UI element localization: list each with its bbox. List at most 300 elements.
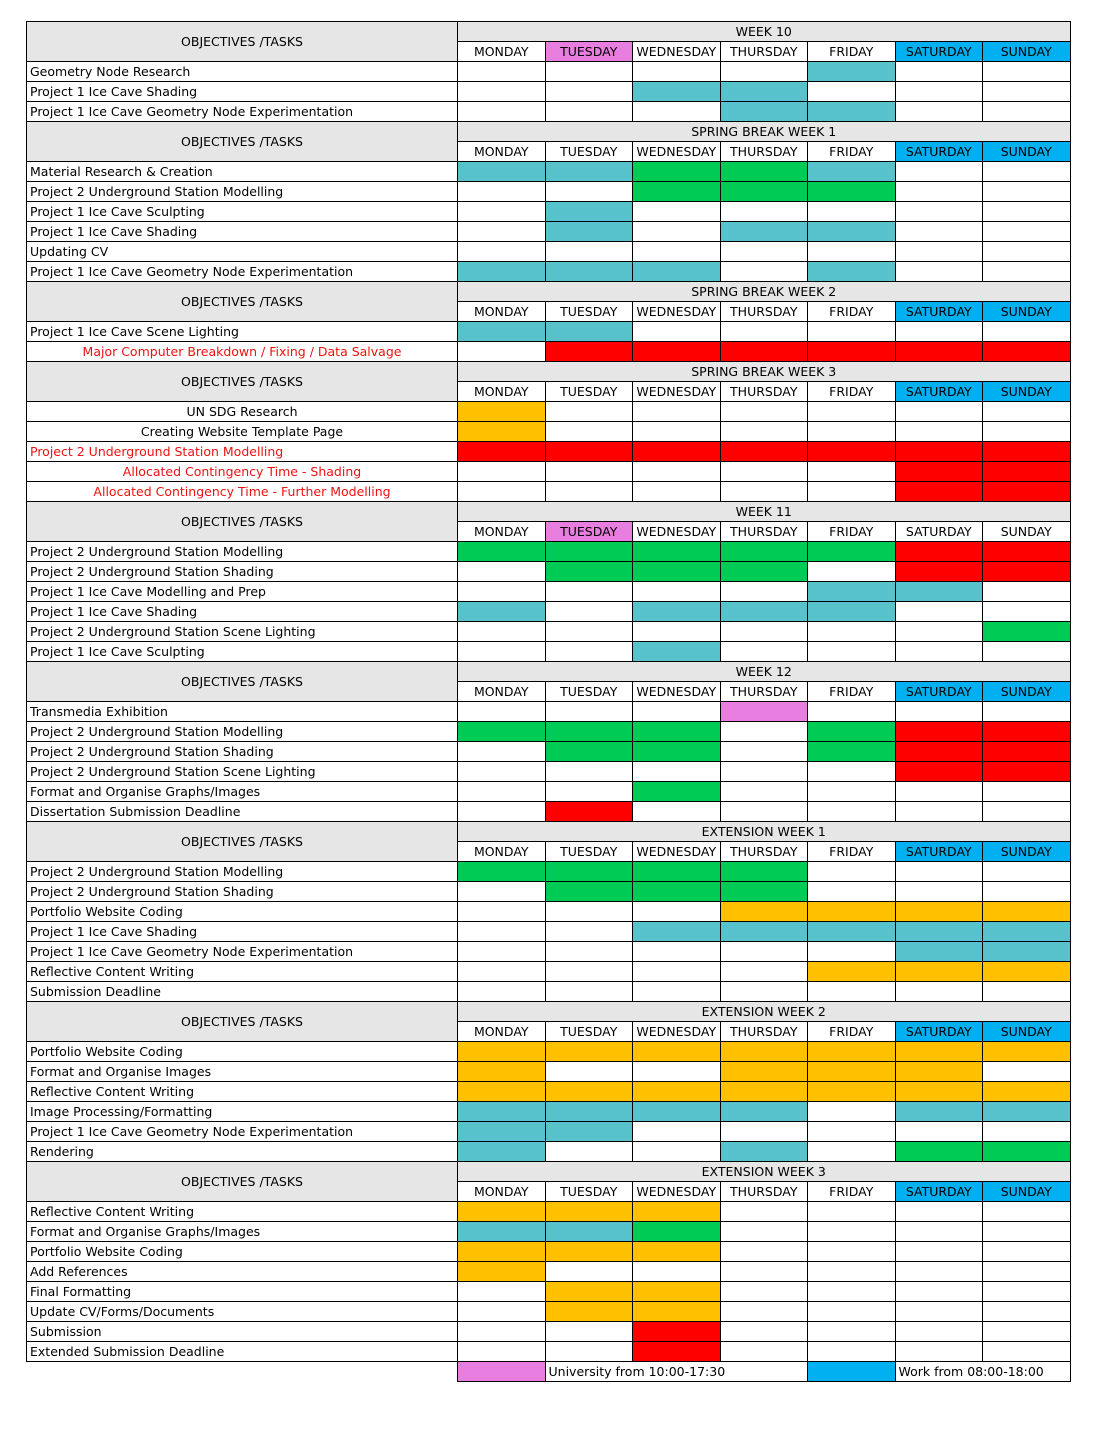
schedule-cell-wednesday xyxy=(633,1042,721,1062)
schedule-cell-wednesday xyxy=(633,82,721,102)
schedule-cell-thursday xyxy=(720,1242,808,1262)
task-label: Updating CV xyxy=(27,242,458,262)
task-row xyxy=(27,1102,1071,1122)
schedule-cell-tuesday xyxy=(545,762,633,782)
task-label: Format and Organise Images xyxy=(27,1062,458,1082)
schedule-cell-wednesday xyxy=(633,1142,721,1162)
schedule-cell-saturday xyxy=(895,1202,983,1222)
week-title: SPRING BREAK WEEK 3 xyxy=(458,362,1071,382)
schedule-cell-friday xyxy=(808,762,896,782)
day-header-tuesday: TUESDAY xyxy=(545,1182,633,1202)
day-header-thursday: THURSDAY xyxy=(720,1022,808,1042)
schedule-cell-tuesday xyxy=(545,402,633,422)
schedule-cell-wednesday xyxy=(633,862,721,882)
day-header-thursday: THURSDAY xyxy=(720,142,808,162)
schedule-cell-saturday xyxy=(895,902,983,922)
schedule-cell-saturday xyxy=(895,342,983,362)
schedule-cell-monday xyxy=(458,602,546,622)
schedule-cell-sunday xyxy=(983,462,1071,482)
task-label: Project 1 Ice Cave Shading xyxy=(27,602,458,622)
day-header-monday: MONDAY xyxy=(458,302,546,322)
day-header-sunday: SUNDAY xyxy=(983,302,1071,322)
schedule-cell-friday xyxy=(808,482,896,502)
task-label: UN SDG Research xyxy=(27,402,458,422)
task-row xyxy=(27,1342,1071,1362)
schedule-cell-thursday xyxy=(720,742,808,762)
task-label: Submission xyxy=(27,1322,458,1342)
legend-work-text: Work from 08:00-18:00 xyxy=(895,1362,1070,1382)
task-row xyxy=(27,242,1071,262)
schedule-cell-wednesday xyxy=(633,562,721,582)
schedule-cell-wednesday xyxy=(633,882,721,902)
task-label: Image Processing/Formatting xyxy=(27,1102,458,1122)
task-row xyxy=(27,1242,1071,1262)
day-header-sunday: SUNDAY xyxy=(983,1022,1071,1042)
task-row xyxy=(27,742,1071,762)
task-row xyxy=(27,202,1071,222)
schedule-cell-tuesday xyxy=(545,1142,633,1162)
schedule-cell-wednesday xyxy=(633,482,721,502)
schedule-cell-thursday xyxy=(720,1062,808,1082)
day-header-wednesday: WEDNESDAY xyxy=(633,682,721,702)
schedule-cell-wednesday xyxy=(633,602,721,622)
objectives-tasks-header: OBJECTIVES /TASKS xyxy=(27,362,458,402)
schedule-cell-sunday xyxy=(983,402,1071,422)
schedule-cell-saturday xyxy=(895,1322,983,1342)
schedule-cell-wednesday xyxy=(633,922,721,942)
schedule-cell-friday xyxy=(808,1082,896,1102)
schedule-cell-tuesday xyxy=(545,542,633,562)
schedule-cell-tuesday xyxy=(545,1342,633,1362)
schedule-cell-saturday xyxy=(895,1082,983,1102)
schedule-cell-saturday xyxy=(895,762,983,782)
schedule-cell-saturday xyxy=(895,62,983,82)
schedule-cell-saturday xyxy=(895,442,983,462)
schedule-cell-saturday xyxy=(895,242,983,262)
schedule-cell-sunday xyxy=(983,482,1071,502)
task-row xyxy=(27,962,1071,982)
schedule-cell-wednesday xyxy=(633,1262,721,1282)
task-label: Update CV/Forms/Documents xyxy=(27,1302,458,1322)
schedule-cell-monday xyxy=(458,1202,546,1222)
task-row xyxy=(27,1122,1071,1142)
task-row xyxy=(27,622,1071,642)
schedule-cell-friday xyxy=(808,242,896,262)
schedule-cell-wednesday xyxy=(633,762,721,782)
task-row xyxy=(27,182,1071,202)
schedule-cell-friday xyxy=(808,802,896,822)
day-header-wednesday: WEDNESDAY xyxy=(633,1022,721,1042)
week-header-row xyxy=(27,662,1071,682)
schedule-cell-monday xyxy=(458,462,546,482)
schedule-cell-wednesday xyxy=(633,1122,721,1142)
task-row xyxy=(27,942,1071,962)
day-header-thursday: THURSDAY xyxy=(720,302,808,322)
schedule-cell-wednesday xyxy=(633,702,721,722)
schedule-cell-friday xyxy=(808,942,896,962)
schedule-cell-sunday xyxy=(983,762,1071,782)
schedule-cell-friday xyxy=(808,722,896,742)
schedule-cell-friday xyxy=(808,1202,896,1222)
objectives-tasks-header: OBJECTIVES /TASKS xyxy=(27,1002,458,1042)
week-header-row xyxy=(27,362,1071,382)
schedule-cell-sunday xyxy=(983,242,1071,262)
schedule-cell-sunday xyxy=(983,1142,1071,1162)
schedule-cell-sunday xyxy=(983,642,1071,662)
schedule-cell-saturday xyxy=(895,882,983,902)
schedule-cell-friday xyxy=(808,702,896,722)
schedule-cell-saturday xyxy=(895,1102,983,1122)
schedule-cell-thursday xyxy=(720,762,808,782)
schedule-cell-saturday xyxy=(895,742,983,762)
schedule-cell-monday xyxy=(458,202,546,222)
day-header-tuesday: TUESDAY xyxy=(545,302,633,322)
schedule-cell-tuesday xyxy=(545,262,633,282)
schedule-cell-friday xyxy=(808,342,896,362)
schedule-cell-tuesday xyxy=(545,882,633,902)
schedule-cell-monday xyxy=(458,582,546,602)
schedule-cell-sunday xyxy=(983,982,1071,1002)
schedule-cell-sunday xyxy=(983,1262,1071,1282)
schedule-cell-monday xyxy=(458,1342,546,1362)
schedule-cell-thursday xyxy=(720,702,808,722)
task-row xyxy=(27,1142,1071,1162)
task-row xyxy=(27,642,1071,662)
objectives-tasks-header: OBJECTIVES /TASKS xyxy=(27,22,458,62)
schedule-cell-wednesday xyxy=(633,442,721,462)
task-label: Portfolio Website Coding xyxy=(27,1042,458,1062)
schedule-cell-tuesday xyxy=(545,62,633,82)
day-header-monday: MONDAY xyxy=(458,142,546,162)
schedule-cell-thursday xyxy=(720,482,808,502)
task-label: Project 2 Underground Station Scene Lighting xyxy=(27,762,458,782)
schedule-cell-thursday xyxy=(720,942,808,962)
schedule-cell-monday xyxy=(458,82,546,102)
day-header-thursday: THURSDAY xyxy=(720,42,808,62)
schedule-cell-wednesday xyxy=(633,1062,721,1082)
task-label: Project 2 Underground Station Modelling xyxy=(27,862,458,882)
schedule-cell-friday xyxy=(808,162,896,182)
schedule-cell-thursday xyxy=(720,802,808,822)
schedule-cell-wednesday xyxy=(633,622,721,642)
schedule-cell-thursday xyxy=(720,222,808,242)
schedule-cell-sunday xyxy=(983,882,1071,902)
schedule-cell-thursday xyxy=(720,342,808,362)
schedule-cell-sunday xyxy=(983,862,1071,882)
task-row xyxy=(27,1322,1071,1342)
task-row xyxy=(27,162,1071,182)
schedule-cell-wednesday xyxy=(633,542,721,562)
task-row xyxy=(27,782,1071,802)
schedule-cell-saturday xyxy=(895,962,983,982)
task-label: Project 2 Underground Station Shading xyxy=(27,882,458,902)
schedule-cell-monday xyxy=(458,702,546,722)
schedule-cell-wednesday xyxy=(633,242,721,262)
day-header-friday: FRIDAY xyxy=(808,1182,896,1202)
schedule-cell-saturday xyxy=(895,802,983,822)
schedule-cell-wednesday xyxy=(633,1282,721,1302)
task-row xyxy=(27,542,1071,562)
schedule-cell-thursday xyxy=(720,1342,808,1362)
schedule-cell-thursday xyxy=(720,1082,808,1102)
schedule-cell-saturday xyxy=(895,622,983,642)
schedule-cell-friday xyxy=(808,622,896,642)
schedule-cell-saturday xyxy=(895,602,983,622)
schedule-cell-friday xyxy=(808,262,896,282)
schedule-cell-sunday xyxy=(983,1042,1071,1062)
schedule-cell-wednesday xyxy=(633,1242,721,1262)
day-header-sunday: SUNDAY xyxy=(983,382,1071,402)
schedule-cell-wednesday xyxy=(633,402,721,422)
schedule-cell-friday xyxy=(808,62,896,82)
schedule-cell-saturday xyxy=(895,642,983,662)
schedule-cell-wednesday xyxy=(633,1082,721,1102)
schedule-cell-wednesday xyxy=(633,342,721,362)
day-header-sunday: SUNDAY xyxy=(983,682,1071,702)
schedule-cell-sunday xyxy=(983,922,1071,942)
schedule-cell-friday xyxy=(808,922,896,942)
day-header-thursday: THURSDAY xyxy=(720,1182,808,1202)
schedule-cell-wednesday xyxy=(633,1302,721,1322)
legend-work-swatch xyxy=(808,1362,896,1382)
schedule-cell-saturday xyxy=(895,222,983,242)
task-row xyxy=(27,1302,1071,1322)
schedule-cell-sunday xyxy=(983,962,1071,982)
week-header-row xyxy=(27,502,1071,522)
schedule-cell-wednesday xyxy=(633,962,721,982)
schedule-cell-wednesday xyxy=(633,582,721,602)
schedule-cell-wednesday xyxy=(633,62,721,82)
schedule-cell-friday xyxy=(808,642,896,662)
schedule-cell-wednesday xyxy=(633,982,721,1002)
schedule-cell-monday xyxy=(458,62,546,82)
task-row xyxy=(27,562,1071,582)
schedule-cell-monday xyxy=(458,1322,546,1342)
task-row xyxy=(27,762,1071,782)
day-header-saturday: SATURDAY xyxy=(895,42,983,62)
schedule-cell-tuesday xyxy=(545,1302,633,1322)
schedule-cell-tuesday xyxy=(545,742,633,762)
day-header-wednesday: WEDNESDAY xyxy=(633,142,721,162)
day-header-sunday: SUNDAY xyxy=(983,842,1071,862)
schedule-cell-tuesday xyxy=(545,602,633,622)
task-label: Allocated Contingency Time - Further Modelling xyxy=(27,482,458,502)
schedule-cell-friday xyxy=(808,1342,896,1362)
day-header-friday: FRIDAY xyxy=(808,1022,896,1042)
task-label: Reflective Content Writing xyxy=(27,1202,458,1222)
legend-spacer xyxy=(27,1362,458,1382)
schedule-cell-thursday xyxy=(720,1102,808,1122)
schedule-cell-monday xyxy=(458,862,546,882)
schedule-cell-tuesday xyxy=(545,322,633,342)
schedule-cell-thursday xyxy=(720,642,808,662)
task-label: Format and Organise Graphs/Images xyxy=(27,1222,458,1242)
schedule-cell-thursday xyxy=(720,402,808,422)
day-header-saturday: SATURDAY xyxy=(895,382,983,402)
day-header-monday: MONDAY xyxy=(458,382,546,402)
schedule-cell-sunday xyxy=(983,802,1071,822)
schedule-cell-monday xyxy=(458,1222,546,1242)
day-header-wednesday: WEDNESDAY xyxy=(633,522,721,542)
task-label: Allocated Contingency Time - Shading xyxy=(27,462,458,482)
week-title: EXTENSION WEEK 1 xyxy=(458,822,1071,842)
task-row xyxy=(27,922,1071,942)
schedule-cell-tuesday xyxy=(545,442,633,462)
schedule-cell-tuesday xyxy=(545,422,633,442)
schedule-cell-thursday xyxy=(720,1222,808,1242)
schedule-cell-friday xyxy=(808,1222,896,1242)
schedule-cell-friday xyxy=(808,82,896,102)
schedule-cell-sunday xyxy=(983,1082,1071,1102)
schedule-cell-tuesday xyxy=(545,222,633,242)
schedule-cell-wednesday xyxy=(633,1342,721,1362)
schedule-cell-monday xyxy=(458,622,546,642)
task-label: Rendering xyxy=(27,1142,458,1162)
week-header-row xyxy=(27,22,1071,42)
day-header-saturday: SATURDAY xyxy=(895,1022,983,1042)
day-header-tuesday: TUESDAY xyxy=(545,522,633,542)
task-row xyxy=(27,1262,1071,1282)
schedule-cell-thursday xyxy=(720,1142,808,1162)
schedule-cell-monday xyxy=(458,882,546,902)
schedule-cell-sunday xyxy=(983,902,1071,922)
schedule-cell-tuesday xyxy=(545,462,633,482)
schedule-cell-saturday xyxy=(895,942,983,962)
schedule-cell-tuesday xyxy=(545,622,633,642)
schedule-cell-tuesday xyxy=(545,862,633,882)
week-header-row xyxy=(27,282,1071,302)
schedule-cell-friday xyxy=(808,1322,896,1342)
schedule-cell-thursday xyxy=(720,782,808,802)
schedule-cell-saturday xyxy=(895,782,983,802)
schedule-cell-friday xyxy=(808,742,896,762)
schedule-cell-saturday xyxy=(895,1142,983,1162)
schedule-cell-tuesday xyxy=(545,1242,633,1262)
day-header-thursday: THURSDAY xyxy=(720,682,808,702)
task-row xyxy=(27,702,1071,722)
schedule-cell-sunday xyxy=(983,622,1071,642)
schedule-cell-monday xyxy=(458,722,546,742)
week-header-row xyxy=(27,122,1071,142)
task-label: Major Computer Breakdown / Fixing / Data Salvage xyxy=(27,342,458,362)
day-header-friday: FRIDAY xyxy=(808,302,896,322)
schedule-cell-monday xyxy=(458,762,546,782)
schedule-cell-monday xyxy=(458,182,546,202)
schedule-cell-saturday xyxy=(895,1222,983,1242)
schedule-cell-tuesday xyxy=(545,902,633,922)
schedule-cell-sunday xyxy=(983,1062,1071,1082)
schedule-cell-wednesday xyxy=(633,782,721,802)
schedule-cell-friday xyxy=(808,402,896,422)
schedule-cell-sunday xyxy=(983,322,1071,342)
schedule-cell-tuesday xyxy=(545,1322,633,1342)
task-label: Project 1 Ice Cave Geometry Node Experimentation xyxy=(27,102,458,122)
schedule-cell-monday xyxy=(458,902,546,922)
schedule-cell-thursday xyxy=(720,1282,808,1302)
week-title: WEEK 11 xyxy=(458,502,1071,522)
week-header-row xyxy=(27,822,1071,842)
schedule-cell-wednesday xyxy=(633,642,721,662)
day-header-wednesday: WEDNESDAY xyxy=(633,382,721,402)
objectives-tasks-header: OBJECTIVES /TASKS xyxy=(27,1162,458,1202)
schedule-cell-thursday xyxy=(720,982,808,1002)
schedule-cell-saturday xyxy=(895,922,983,942)
task-row xyxy=(27,1042,1071,1062)
schedule-cell-tuesday xyxy=(545,1262,633,1282)
schedule-cell-monday xyxy=(458,542,546,562)
schedule-cell-monday xyxy=(458,442,546,462)
schedule-cell-saturday xyxy=(895,1062,983,1082)
task-label: Dissertation Submission Deadline xyxy=(27,802,458,822)
schedule-cell-thursday xyxy=(720,1322,808,1342)
schedule-cell-tuesday xyxy=(545,642,633,662)
day-header-tuesday: TUESDAY xyxy=(545,382,633,402)
schedule-cell-sunday xyxy=(983,182,1071,202)
task-row xyxy=(27,102,1071,122)
schedule-cell-sunday xyxy=(983,422,1071,442)
schedule-cell-sunday xyxy=(983,1102,1071,1122)
schedule-cell-monday xyxy=(458,1062,546,1082)
schedule-cell-monday xyxy=(458,242,546,262)
task-label: Material Research & Creation xyxy=(27,162,458,182)
schedule-cell-tuesday xyxy=(545,342,633,362)
schedule-cell-monday xyxy=(458,322,546,342)
task-label: Project 2 Underground Station Modelling xyxy=(27,182,458,202)
schedule-cell-thursday xyxy=(720,1262,808,1282)
schedule-cell-thursday xyxy=(720,962,808,982)
task-label: Geometry Node Research xyxy=(27,62,458,82)
schedule-cell-sunday xyxy=(983,162,1071,182)
schedule-cell-sunday xyxy=(983,62,1071,82)
schedule-cell-sunday xyxy=(983,602,1071,622)
schedule-cell-friday xyxy=(808,782,896,802)
schedule-cell-tuesday xyxy=(545,1222,633,1242)
task-label: Project 2 Underground Station Modelling xyxy=(27,722,458,742)
schedule-cell-thursday xyxy=(720,322,808,342)
schedule-cell-wednesday xyxy=(633,222,721,242)
schedule-cell-monday xyxy=(458,482,546,502)
week-title: SPRING BREAK WEEK 2 xyxy=(458,282,1071,302)
task-label: Project 1 Ice Cave Sculpting xyxy=(27,202,458,222)
day-header-wednesday: WEDNESDAY xyxy=(633,1182,721,1202)
day-header-wednesday: WEDNESDAY xyxy=(633,302,721,322)
schedule-cell-saturday xyxy=(895,862,983,882)
schedule-cell-thursday xyxy=(720,862,808,882)
schedule-cell-saturday xyxy=(895,1342,983,1362)
schedule-cell-wednesday xyxy=(633,1202,721,1222)
schedule-cell-friday xyxy=(808,1122,896,1142)
day-header-monday: MONDAY xyxy=(458,1022,546,1042)
schedule-cell-friday xyxy=(808,1062,896,1082)
schedule-cell-wednesday xyxy=(633,722,721,742)
day-header-tuesday: TUESDAY xyxy=(545,682,633,702)
day-header-friday: FRIDAY xyxy=(808,682,896,702)
task-label: Format and Organise Graphs/Images xyxy=(27,782,458,802)
schedule-cell-monday xyxy=(458,782,546,802)
schedule-cell-saturday xyxy=(895,722,983,742)
schedule-cell-monday xyxy=(458,942,546,962)
schedule-cell-thursday xyxy=(720,722,808,742)
schedule-cell-sunday xyxy=(983,702,1071,722)
schedule-cell-monday xyxy=(458,1082,546,1102)
task-row xyxy=(27,262,1071,282)
schedule-cell-monday xyxy=(458,1142,546,1162)
task-row xyxy=(27,902,1071,922)
task-row xyxy=(27,1202,1071,1222)
schedule-cell-wednesday xyxy=(633,322,721,342)
task-label: Project 2 Underground Station Modelling xyxy=(27,442,458,462)
day-header-saturday: SATURDAY xyxy=(895,302,983,322)
